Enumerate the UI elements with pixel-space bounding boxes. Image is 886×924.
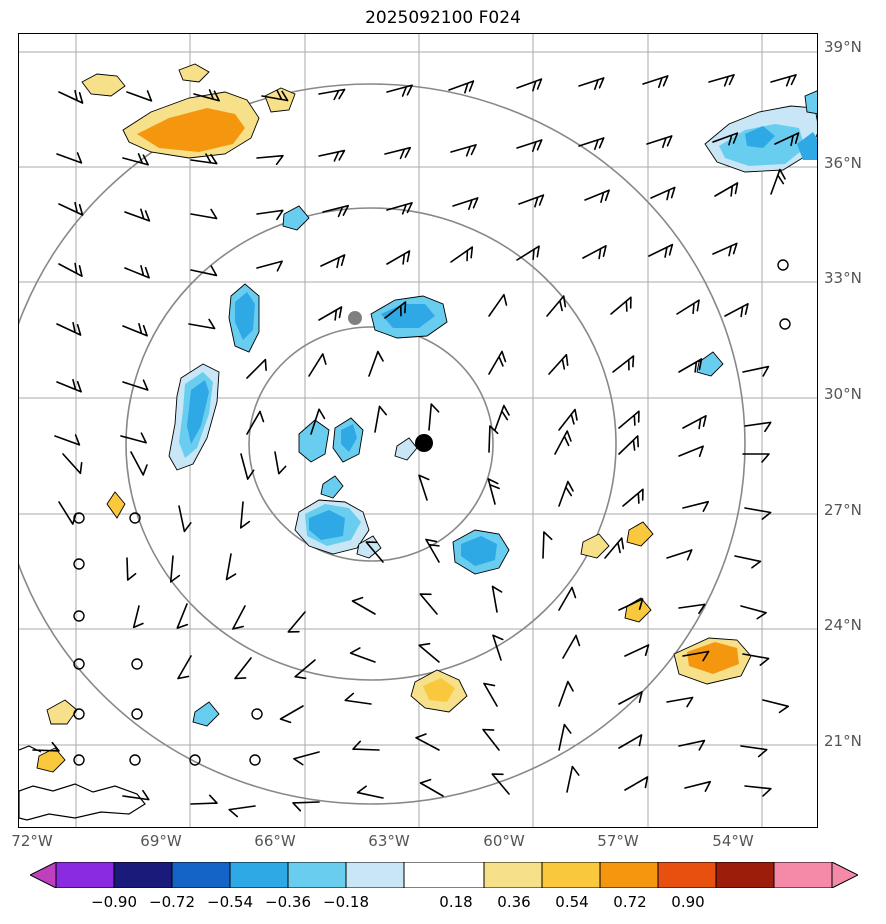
xtick-label-63W: 63°W: [368, 832, 410, 850]
ytick-label-30N: 30°N: [824, 385, 862, 403]
colorbar-extend-high: [832, 862, 858, 888]
negative-anomaly-shading: [169, 90, 818, 726]
colorbar-tick--0.18: −0.18: [323, 893, 369, 911]
xtick-label-66W: 66°W: [254, 832, 296, 850]
colorbar-tick-0.90: 0.90: [671, 893, 705, 911]
colorbar-extend-low: [30, 862, 56, 888]
radius-ring-outer: [19, 84, 745, 804]
xtick-label-60W: 60°W: [483, 832, 525, 850]
colorbar-tick--0.90: −0.90: [91, 893, 137, 911]
colorbar-tick--0.54: −0.54: [207, 893, 253, 911]
chart-title: 2025092100 F024: [365, 8, 521, 28]
positive-anomaly-shading: [37, 64, 751, 772]
colorbar-tick-0.72: 0.72: [613, 893, 647, 911]
ytick-label-33N: 33°N: [824, 269, 862, 287]
ytick-label-36N: 36°N: [824, 154, 862, 172]
colorbar-tick-0.54: 0.54: [555, 893, 589, 911]
radius-rings: [19, 84, 745, 804]
colorbar-tick--0.72: −0.72: [149, 893, 195, 911]
xtick-label-57W: 57°W: [597, 832, 639, 850]
ytick-label-39N: 39°N: [824, 38, 862, 56]
map-canvas: [19, 34, 818, 828]
ytick-label-27N: 27°N: [824, 501, 862, 519]
coastline: [19, 746, 145, 820]
colorbar-tick-0.18: 0.18: [439, 893, 473, 911]
storm-center-black-marker: [415, 434, 433, 452]
map-plot-area: [18, 33, 818, 828]
ytick-label-21N: 21°N: [824, 732, 862, 750]
colorbar: [30, 862, 858, 888]
xtick-label-72W: 72°W: [11, 832, 53, 850]
ytick-label-24N: 24°N: [824, 616, 862, 634]
colorbar-tick-0.36: 0.36: [497, 893, 531, 911]
storm-center-gray-marker: [348, 311, 362, 325]
xtick-label-54W: 54°W: [712, 832, 754, 850]
radius-ring-inner: [249, 327, 493, 561]
xtick-label-69W: 69°W: [140, 832, 182, 850]
colorbar-tick--0.36: −0.36: [265, 893, 311, 911]
